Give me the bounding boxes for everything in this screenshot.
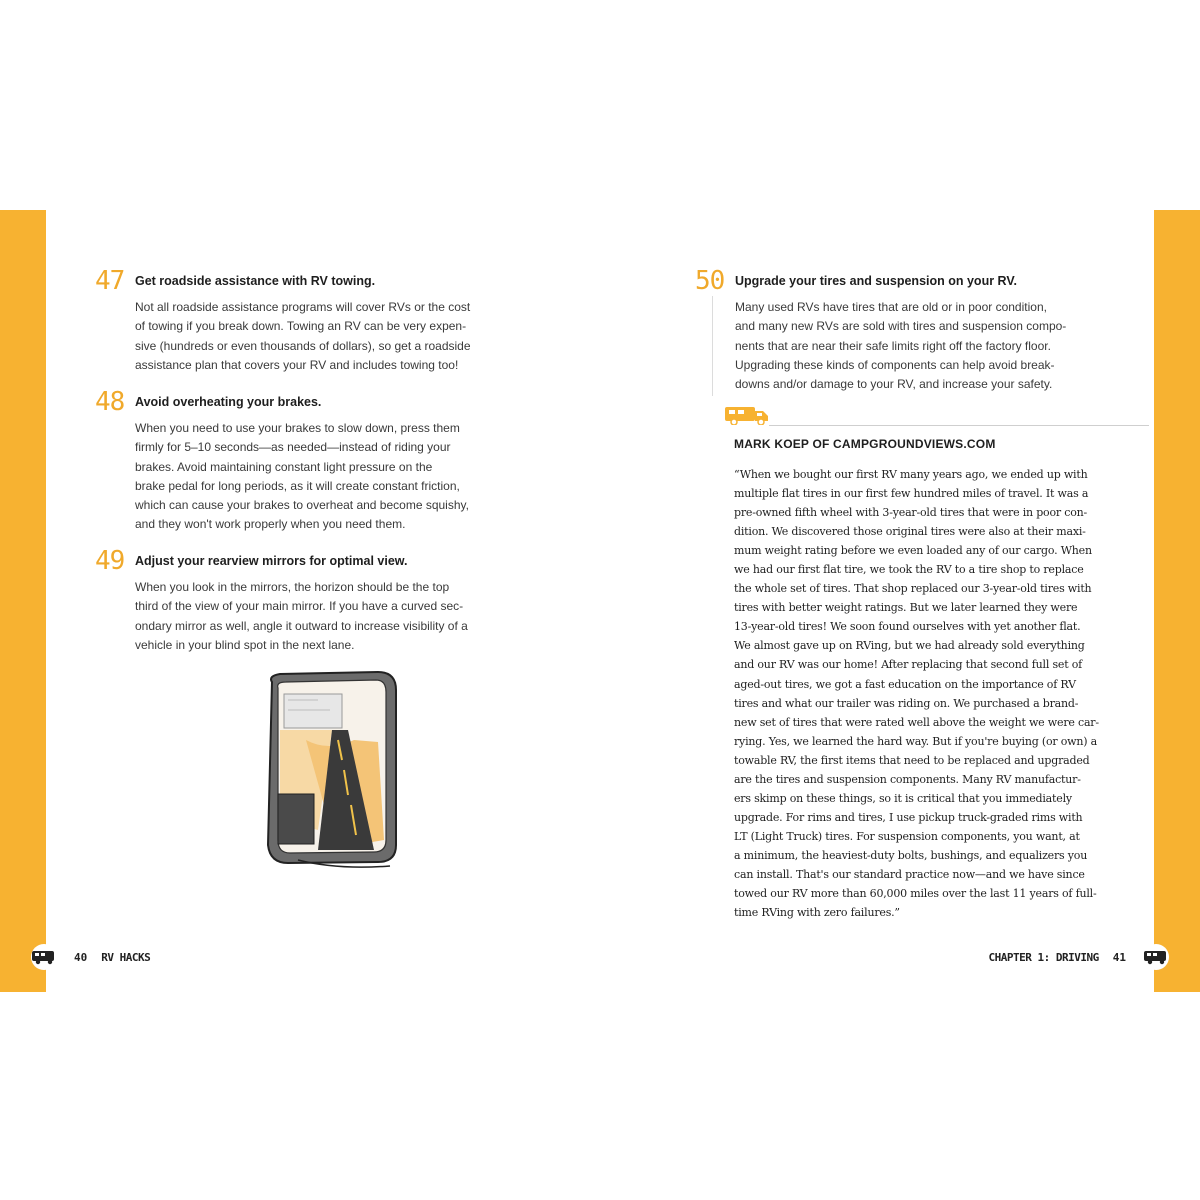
running-head: RV HACKS <box>101 950 151 964</box>
hack-number: 47 <box>95 266 125 296</box>
hack-title: Get roadside assistance with RV towing. <box>135 274 376 288</box>
quote-divider <box>769 425 1149 426</box>
left-accent-bar <box>0 210 46 992</box>
hack-title: Adjust your rearview mirrors for optimal view. <box>135 554 408 568</box>
rv-truck-icon <box>725 405 769 425</box>
hack-body: Many used RVs have tires that are old or in poor condition, and many new RVs are sold with tires and suspension compo- nents that are near their safe limits right off the factory floor. Upgrading these kinds of components can help avoid break- downs and/or damage to your RV, and increase your safety. <box>735 300 1067 392</box>
rearview-mirror-illustration <box>258 670 403 870</box>
hack-number: 50 <box>695 266 725 296</box>
page-number: 41 <box>1112 950 1126 964</box>
right-accent-bar <box>1154 210 1200 992</box>
rv-logo-icon <box>1140 944 1172 970</box>
hack-number: 49 <box>95 546 125 576</box>
right-footer <box>989 947 1172 967</box>
hack-number: 48 <box>95 387 125 417</box>
running-head: CHAPTER 1: DRIVING <box>988 950 1099 964</box>
hack-title: Upgrade your tires and suspension on your RV. <box>735 274 1018 288</box>
hack-body: Not all roadside assistance programs will cover RVs or the cost of towing if you break down. Towing an RV can be very expen- sive (hundreds or even thousands of dollars), so get a roadside assistance plan that covers your RV and includes towing too! <box>135 300 471 372</box>
rv-logo-icon <box>28 944 60 970</box>
quote-author: MARK KOEP OF CAMPGROUNDVIEWS.COM <box>734 437 996 451</box>
hack-50-rule <box>712 296 713 396</box>
quote-body: “When we bought our first RV many years ago, we ended up with multiple flat tires in our first few hundred miles of travel. It was a pre-owned fifth wheel with 3-year-old tires that were in poor con- dition. We discovered those original tires were also at their maxi- mum weight rating before we even loaded any of our cargo. When we had our first flat tire, we took the RV to a tire shop to replace the whole set of tires. That shop replaced our 3-year-old tires with tires with better weight ratings. But we later learned they were 13-year-old tires! We soon found ourselves with yet another flat. We almost gave up on RVing, but we had already sold everything and our RV was our home! After replacing that second full set of aged-out tires, we got a fast education on the importance of RV tires and what our trailer was riding on. We purchased a brand- new set of tires that were rated well above the weight we were car- rying. Yes, we learned the hard way. But if you're buying (or own) a towable RV, the first items that need to be replaced and upgraded are the tires and suspension components. Many RV manufactur- ers skimp on these things, so it is critical that you immediately upgrade. For rims and tires, I use pickup truck-graded rims with LT (Light Truck) tires. For suspension components, you want, at a minimum, the heaviest-duty bolts, bushings, and equalizers you can install. That's our standard practice now—and we have since towed our RV more than 60,000 miles over the last 11 years of full- time RVing with zero failures.” <box>734 468 1099 920</box>
hack-body: When you look in the mirrors, the horizon should be the top third of the view of your main mirror. If you have a curved sec- ondary mirror as well, angle it outward to increase visibility of a vehicle in your blind spot in the next lane. <box>135 580 468 652</box>
hack-title: Avoid overheating your brakes. <box>135 395 322 409</box>
page-number: 40 <box>74 950 88 964</box>
hack-body: When you need to use your brakes to slow down, press them firmly for 5–10 seconds—as needed—instead of riding your brakes. Avoid maintaining constant light pressure on the brake pedal for long periods, as it will create constant friction, which can cause your brakes to overheat and become squishy, and they won't work properly when you need them. <box>135 421 469 532</box>
left-footer <box>28 947 150 967</box>
